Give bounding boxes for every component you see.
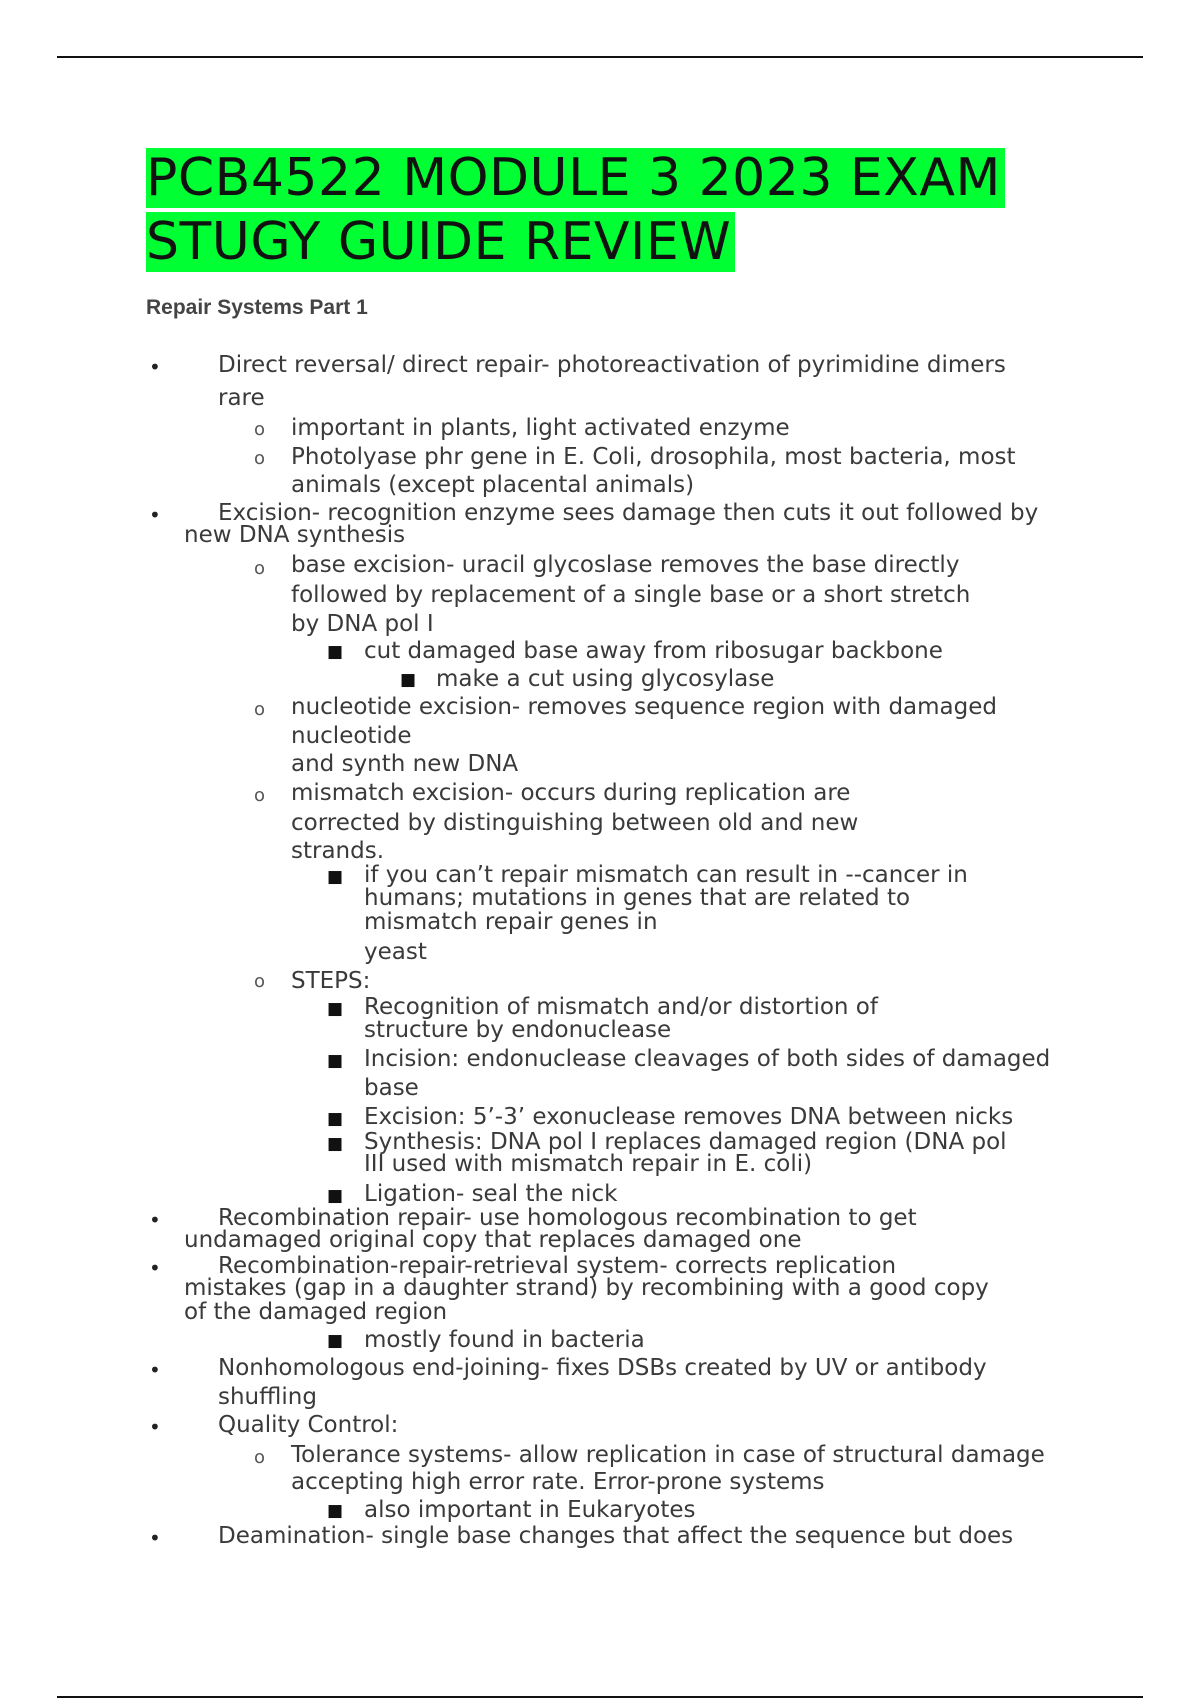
list-item: mismatch excision- occurs during replication are: [291, 780, 851, 806]
bullet-level-2: o: [254, 785, 266, 806]
title-line-2: STUGY GUIDE REVIEW: [146, 212, 735, 272]
bullet-level-2: o: [254, 971, 266, 992]
list-item: Excision: 5’-3’ exonuclease removes DNA between nicks: [364, 1104, 1014, 1130]
list-item: humans; mutations in genes that are related to: [364, 885, 911, 911]
list-item: Nonhomologous end-joining- fixes DSBs created by UV or antibody: [218, 1355, 987, 1381]
list-item: Incision: endonuclease cleavages of both sides of damaged: [364, 1046, 1051, 1072]
list-item: also important in Eukaryotes: [364, 1497, 696, 1523]
list-item: make a cut using glycosylase: [436, 666, 775, 692]
bullet-level-3: ■: [327, 1186, 344, 1206]
list-item: Direct reversal/ direct repair- photoreactivation of pyrimidine dimers: [218, 352, 1006, 378]
list-item: STEPS:: [291, 968, 371, 994]
bullet-level-2: o: [254, 558, 266, 579]
bullet-level-3: ■: [327, 867, 344, 887]
list-item: base excision- uracil glycoslase removes the base directly: [291, 552, 960, 578]
bullet-level-1: •: [149, 1256, 161, 1280]
list-item: mismatch repair genes in: [364, 909, 658, 935]
list-item: new DNA synthesis: [184, 522, 406, 548]
bullet-level-2: o: [254, 1447, 266, 1468]
bullet-level-3: ■: [327, 1331, 344, 1351]
list-item: corrected by distinguishing between old and new: [291, 810, 859, 836]
list-item: III used with mismatch repair in E. coli): [364, 1151, 813, 1177]
list-item: mostly found in bacteria: [364, 1327, 645, 1353]
bullet-level-3: ■: [327, 1501, 344, 1521]
bullet-level-1: •: [149, 1526, 161, 1550]
list-item: rare: [218, 385, 265, 411]
bullet-level-1: •: [149, 1208, 161, 1232]
list-item: if you can’t repair mismatch can result in --cancer in: [364, 862, 968, 888]
list-item: of the damaged region: [184, 1299, 448, 1325]
bullet-level-2: o: [254, 419, 266, 440]
title-line-1: PCB4522 MODULE 3 2023 EXAM: [146, 148, 1005, 208]
list-item: accepting high error rate. Error-prone systems: [291, 1469, 825, 1495]
list-item: nucleotide excision- removes sequence region with damaged: [291, 694, 997, 720]
list-item: Excision- recognition enzyme sees damage then cuts it out followed by: [218, 500, 1039, 526]
bullet-level-3: ■: [327, 999, 344, 1019]
list-item: shuffling: [218, 1384, 317, 1410]
bullet-level-3: ■: [327, 1051, 344, 1071]
list-item: Quality Control:: [218, 1412, 399, 1438]
bullet-level-1: •: [149, 355, 161, 379]
list-item: strands.: [291, 838, 385, 864]
list-item: yeast: [364, 939, 427, 965]
list-item: animals (except placental animals): [291, 472, 695, 498]
bullet-level-2: o: [254, 448, 266, 469]
section-heading: Repair Systems Part 1: [146, 296, 368, 319]
bullet-level-4: ■: [400, 670, 417, 690]
list-item: Deamination- single base changes that affect the sequence but does: [218, 1523, 1014, 1549]
list-item: structure by endonuclease: [364, 1017, 672, 1043]
list-item: undamaged original copy that replaces damaged one: [184, 1227, 802, 1253]
bullet-level-1: •: [149, 1358, 161, 1382]
list-item: Tolerance systems- allow replication in case of structural damage: [291, 1442, 1045, 1468]
list-item: Photolyase phr gene in E. Coli, drosophila, most bacteria, most: [291, 444, 1016, 470]
list-item: and synth new DNA: [291, 751, 519, 777]
list-item: Synthesis: DNA pol I replaces damaged region (DNA pol: [364, 1129, 1007, 1155]
bullet-level-3: ■: [327, 1134, 344, 1154]
bullet-level-3: ■: [327, 642, 344, 662]
page-bottom-rule: [57, 1696, 1143, 1698]
list-item: mistakes (gap in a daughter strand) by recombining with a good copy: [184, 1275, 989, 1301]
list-item: nucleotide: [291, 723, 412, 749]
list-item: Recombination-repair-retrieval system- corrects replication: [218, 1253, 897, 1279]
list-item: important in plants, light activated enzyme: [291, 415, 790, 441]
bullet-level-2: o: [254, 699, 266, 720]
bullet-level-1: •: [149, 1415, 161, 1439]
list-item: followed by replacement of a single base or a short stretch: [291, 582, 971, 608]
bullet-level-3: ■: [327, 1109, 344, 1129]
list-item: Recombination repair- use homologous recombination to get: [218, 1205, 917, 1231]
list-item: cut damaged base away from ribosugar backbone: [364, 638, 943, 664]
list-item: Ligation- seal the nick: [364, 1181, 618, 1207]
document-title: [146, 146, 1066, 274]
bullet-level-1: •: [149, 503, 161, 527]
list-item: Recognition of mismatch and/or distortion of: [364, 994, 878, 1020]
list-item: base: [364, 1075, 419, 1101]
page-top-rule: [57, 56, 1143, 58]
list-item: by DNA pol I: [291, 611, 434, 637]
